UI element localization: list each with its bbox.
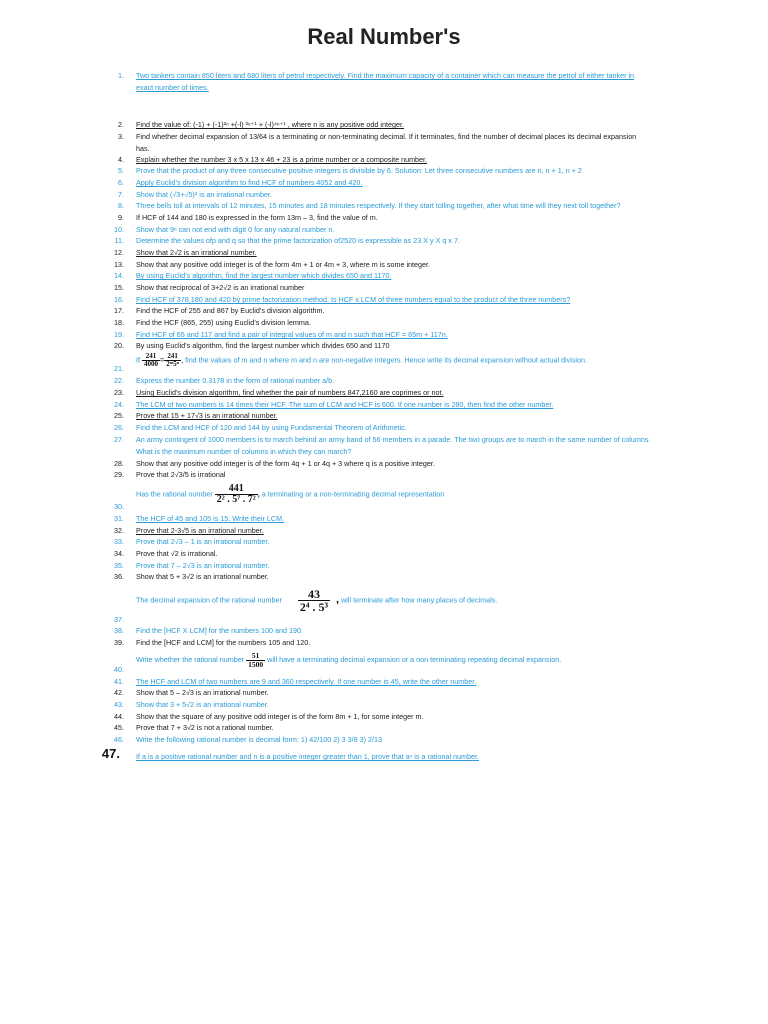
fraction-numerator: 241: [164, 353, 181, 361]
fraction: [142, 353, 160, 368]
question-number: 5.: [118, 166, 124, 175]
question-text: The HCF of 45 and 105 is 15. Write their LCM.: [136, 514, 285, 523]
question-number: 10.: [114, 225, 124, 234]
question-number: 20.: [114, 341, 124, 350]
question-text: find the values of m and n where m and n are non-negative integers. Hence write its decimal expansion without actual division.: [185, 355, 588, 365]
question-text: Find HCF of 65 and 117 and find a pair of integral values of m and n such that HCF = 65m + 117n.: [136, 330, 448, 339]
question-text: Prove that √2 is irrational.: [136, 549, 218, 558]
fraction-denominator: 4000: [144, 360, 158, 368]
question-number: 9.: [118, 213, 124, 222]
question-text: Find the [HCF and LCM] for the numbers 105 and 120.: [136, 638, 311, 647]
page-title: Real Number's: [307, 24, 461, 49]
question-prefix: Write whether the rational number: [136, 654, 245, 664]
question-text: will have a terminating decimal expansion or a non terminating repeating decimal expansion.: [267, 654, 562, 664]
question-number: 43.: [114, 700, 124, 709]
question-text: Prove that 15 + 17√3 is an irrational number.: [136, 411, 278, 420]
question-number: 18.: [114, 318, 124, 327]
question-text: Find HCF of 378,180 and 420 by prime factorization method. Is HCF x LCM of three numbers equal to the product of the three numbers?: [136, 295, 571, 304]
question-text-continued: What is the maximum number of columns in which they can march?: [136, 446, 352, 456]
question-number: 42.: [114, 688, 124, 697]
question-text: Show that 3 + 5√2 is an irrational number.: [136, 700, 269, 709]
question-text: Find the value of: (-1) + (-1)²ⁿ +(-l) ²ⁿ⁺¹ + (-l)⁴ⁿ⁺¹ , where n is any positive odd integer.: [136, 120, 404, 129]
question-number: 35.: [114, 561, 124, 570]
question-1[interactable]: [0, 70, 768, 94]
question-number: 40.: [114, 665, 124, 674]
question-number: 37.: [114, 615, 124, 624]
fraction: [246, 652, 265, 668]
question-number: 24.: [114, 400, 124, 409]
question-number: 12.: [114, 248, 124, 257]
question-prefix: If: [136, 355, 140, 365]
question-number: 28.: [114, 459, 124, 468]
question-number: 6.: [118, 178, 124, 187]
fraction-denominator: 2⁴ . 5³: [299, 600, 329, 614]
question-number: 15.: [114, 283, 124, 292]
question-text: Determine the values ofp and q so that the prime factorization of2520 is expressible as 23 X y X q x 7.: [136, 236, 461, 245]
question-list: 1. Two tankers contain 850 liters and 680 liters of petrol respectively. Find the maximum capacity of a container which can measure the petrol of either tanker in exact number of times. 2. Find the value of: (-1) + (-1)²ⁿ +(-l) ²ⁿ⁺¹ + (-l)⁴ⁿ⁺¹ , where n is any positive odd integer. 3. Find whether decimal expansion of 13/64 is a terminating or non-terminating decimal. If it terminates, find the number of decimal places its decimal expansion has. 4. Explain whether the number 3 x 5 x 13 x 46 + 23 is a prime number or a composite number. 5. Prove that the product of any three consecutive positive integers is divisible by 6. Solution: Let three consecutive numbers are n, n + 1, n + 2 6. Apply Euclid’s division algorithm to find HCF of numbers 4052 and 420. 7. Show that (√3+√5)² is an irrational number. 8. Three bells toll at intervals of 12 minutes, 15 minutes and 18 minutes respectively. If they start tolling together, after what time will they next toll together? 9. If HCF of 144 and 180 is expressed in the form 13m – 3, find the value of m. 10. Show that 9ⁿ can not end with digit 0 for any natural number n. 11. Determine the values ofp and q so that the prime factorization of2520 is expressible as 23 X y X q x 7. 12. Show that 2√2 is an irrational number. 13. Show that any positive odd integer is of the form 4m + 1 or 4m + 3, where m is some integer. 14. By using Euclid’s algorithm, find the largest number which divides 650 and 1170. 15. Show that reciprocal of 3+2√2 is an irrational number 16. Find HCF of 378,180 and 420 by prime factorization method. Is HCF x LCM of three numbers equal to the product of the three numbers? 17. Find the HCF of 255 and 867 by Euclid’s division algorithm. 18. Find the HCF (865, 255) using Euclid’s division lemma. 19. Find HCF of 65 and 117 and find a pair of integral values of m and n such that HCF = 65m + 117n. 20. By using Euclid’s algorithm, find the largest number which divides 650 and 1170 21. If $\frac{241}{4000}$ = $\frac{241}{\text{2ᵐ5ⁿ}}$ , find the values of m and n where m and n are non-negative integers. Hence write its decimal expansion without actual division. 22. Express the number 0.3178 in the form of rational number a/b. 23. Using Euclid’s division algorithm, find whether the pair of numbers 847,2160 are coprimes or not. 24. The LCM of two numbers is 14 times their HCF. The sum of LCM and HCF is 600. If one number is 280, then find the other number. 25. Prove that 15 + 17√3 is an irrational number. 26. Find the LCM and HCF of 120 and 144 by using Fundamental Theorem of Arithmetic. 27. An army contingent of 1000 members is to march behind an army band of 56 members in a parade. The two groups are to march in the same number of columns. What is the maximum number of columns in which they can march? 28. Show that any positive odd integer is of the form 4q + 1 or 4q + 3 where q is a positive integer. 29. Prove that 2√3/5 is irrational 30. Has the rational number $\frac{441}{\text{2² . 5⁷ . 7²}}$ , a terminating or a non-terminating decimal representation 31. The HCF of 45 and 105 is 15. Write their LCM. 32. Prove that 2-3√5 is an irrational number. 33. Prove that 2√3 – 1 is an irrational number. 34. Prove that √2 is irrational. 35. Prove that 7 – 2√3 is an irrational number. 36. Show that 5 + 3√2 is an irrational number. 37. The decimal expansion of the rational number $\frac{43}{\text{2⁴ . 5³}}$ , will terminate after how many places of decimals. 38. Find the [HCF X LCM] for the numbers 100 and 190. 39. Find the [HCF and LCM] for the numbers 105 and 120. 40. Write whether the rational number $\frac{51}{1500}$ will have a terminating decimal expansion or a non terminating repeating decimal expansion. 41. The HCF and LCM of two numbers are 9 and 360 respectively. If one number is 45, write the other number. 42. Show that 5 – 2√3 is an irrational number. 43. Show that 3 + 5√2 is an irrational number. 44. Show that the square of any positive odd integer is of the form 8m + 1, for some integer m. 45. Prove that 7 + 3√2 is not a rational number. 46. Write the following rational number is decimal form: 1) 42/100 2) 3 3/8 3) 2/13 47. If a is a positive rational number and n is a positive integer greater than 1, prove that aⁿ is a rational number.: [0, 70, 768, 94]
fraction-numerator: 43: [298, 588, 330, 601]
question-text: Show that reciprocal of 3+2√2 is an irrational number: [136, 283, 305, 292]
question-number: 38.: [114, 626, 124, 635]
question-text: By using Euclid’s algorithm, find the largest number which divides 650 and 1170.: [136, 271, 392, 280]
question-number: 1.: [118, 71, 124, 80]
question-text: The LCM of two numbers is 14 times their HCF. The sum of LCM and HCF is 600. If one number is 280, then find the other number.: [136, 400, 554, 409]
question-number: 14.: [114, 271, 124, 280]
question-text: If HCF of 144 and 180 is expressed in the form 13m – 3, find the value of m.: [136, 213, 378, 222]
fraction-numerator: 51: [246, 652, 265, 661]
question-text: Show that any positive odd integer is of the form 4m + 1 or 4m + 3, where m is some integer.: [136, 260, 431, 269]
question-text: Find the LCM and HCF of 120 and 144 by using Fundamental Theorem of Arithmetic.: [136, 423, 407, 432]
question-text: will terminate after how many places of decimals.: [341, 595, 498, 605]
question-number: 23.: [114, 388, 124, 397]
question-number: 29.: [114, 470, 124, 479]
question-text: Three bells toll at intervals of 12 minutes, 15 minutes and 18 minutes respectively. If they start tolling together, after what time will they next toll together?: [136, 201, 621, 210]
question-text: The HCF and LCM of two numbers are 9 and 360 respectively. If one number is 45, write the other number.: [136, 677, 477, 686]
question-number: 41.: [114, 677, 124, 686]
question-text-continued: exact number of times.: [136, 82, 209, 92]
question-prefix: Has the rational number: [136, 489, 213, 499]
fraction: [298, 588, 330, 613]
question-text: Find the HCF of 255 and 867 by Euclid’s division algorithm.: [136, 306, 325, 315]
question-text: Find whether decimal expansion of 13/64 is a terminating or non-terminating decimal. If it terminates, find the number of decimal places its decimal expansion: [136, 132, 637, 141]
question-number: 3.: [118, 132, 124, 141]
fraction-numerator: 241: [142, 353, 160, 361]
question-text: Two tankers contain 850 liters and 680 liters of petrol respectively. Find the maximum capacity of a container which can measure the petrol of either tanker in: [136, 71, 635, 80]
question-text: Show that the square of any positive odd integer is of the form 8m + 1, for some integer m.: [136, 712, 424, 721]
question-number: 13.: [114, 260, 124, 269]
question-number: 11.: [114, 236, 124, 245]
question-text: Prove that 2√3/5 is irrational: [136, 470, 226, 479]
question-number: 47.: [101, 746, 120, 761]
question-text-continued: has.: [136, 143, 150, 153]
question-text: a terminating or a non-terminating decimal representation: [261, 489, 445, 499]
question-number: 30.: [114, 502, 124, 511]
question-number: 4.: [118, 155, 124, 164]
question-number: 22.: [114, 376, 124, 385]
question-text: An army contingent of 1000 members is to march behind an army band of 56 members in a parade. The two groups are to march in the same number of columns.: [136, 435, 651, 444]
question-number: 44.: [114, 712, 124, 721]
question-text: Apply Euclid’s division algorithm to find HCF of numbers 4052 and 420.: [136, 178, 363, 187]
question-text: Write the following rational number is decimal form: 1) 42/100 2) 3 3/8 3) 2/13: [136, 735, 382, 744]
question-number: 19.: [114, 330, 124, 339]
question-number: 36.: [114, 572, 124, 581]
fraction-denominator: 1500: [248, 659, 264, 669]
question-number: 45.: [114, 723, 124, 732]
fraction-denominator: 2ᵐ5ⁿ: [166, 360, 180, 368]
question-text: Show that 9ⁿ can not end with digit 0 for any natural number n.: [136, 225, 335, 234]
question-text: Prove that 7 + 3√2 is not a rational number.: [136, 723, 274, 732]
question-number: 7.: [118, 190, 124, 199]
question-text: Show that (√3+√5)² is an irrational number.: [136, 190, 272, 199]
question-number: 8.: [118, 201, 124, 210]
question-number: 17.: [114, 306, 124, 315]
question-text: Find the HCF (865, 255) using Euclid’s division lemma.: [136, 318, 311, 327]
fraction-numerator: 441: [215, 484, 258, 495]
question-text: Show that any positive odd integer is of the form 4q + 1 or 4q + 3 where q is a positive integer.: [136, 459, 435, 468]
question-text: Show that 2√2 is an irrational number.: [136, 248, 257, 257]
question-number: 31.: [114, 514, 124, 523]
question-number: 21.: [114, 364, 124, 373]
question-text: Explain whether the number 3 x 5 x 13 x 46 + 23 is a prime number or a composite number.: [136, 155, 428, 164]
fraction: [164, 353, 181, 368]
question-text: If a is a positive rational number and n is a positive integer greater than 1, prove that aⁿ is a rational number.: [136, 752, 480, 761]
question-number: 27.: [114, 435, 124, 444]
fraction-denominator: 2² . 5⁷ . 7²: [216, 494, 256, 505]
question-text: Prove that 7 – 2√3 is an irrational number.: [136, 561, 270, 570]
question-text: Prove that the product of any three consecutive positive integers is divisible by 6. Solution: Let three consecutive numbers are n, n + 1, n + 2: [136, 166, 582, 175]
question-text: Prove that 2√3 – 1 is an irrational number.: [136, 537, 270, 546]
question-number: 39.: [114, 638, 124, 647]
question-number: 25.: [114, 411, 124, 420]
question-prefix: The decimal expansion of the rational number: [136, 595, 282, 605]
question-text: Using Euclid’s division algorithm, find whether the pair of numbers 847,2160 are coprimes or not.: [136, 388, 444, 397]
question-text: Prove that 2-3√5 is an irrational number.: [136, 526, 264, 535]
question-text: By using Euclid’s algorithm, find the largest number which divides 650 and 1170: [136, 341, 390, 350]
question-text: Find the [HCF X LCM] for the numbers 100 and 190.: [136, 626, 303, 635]
question-text: Show that 5 – 2√3 is an irrational number.: [136, 688, 269, 697]
question-text: Express the number 0.3178 in the form of rational number a/b.: [136, 376, 335, 385]
question-number: 46.: [114, 735, 124, 744]
question-number: 26.: [114, 423, 124, 432]
question-number: 2.: [118, 120, 124, 129]
fraction: [215, 484, 258, 505]
question-number: 16.: [114, 295, 124, 304]
question-number: 34.: [114, 549, 124, 558]
question-number: 33.: [114, 537, 124, 546]
question-number: 32.: [114, 526, 124, 535]
question-text: Show that 5 + 3√2 is an irrational number.: [136, 572, 269, 581]
